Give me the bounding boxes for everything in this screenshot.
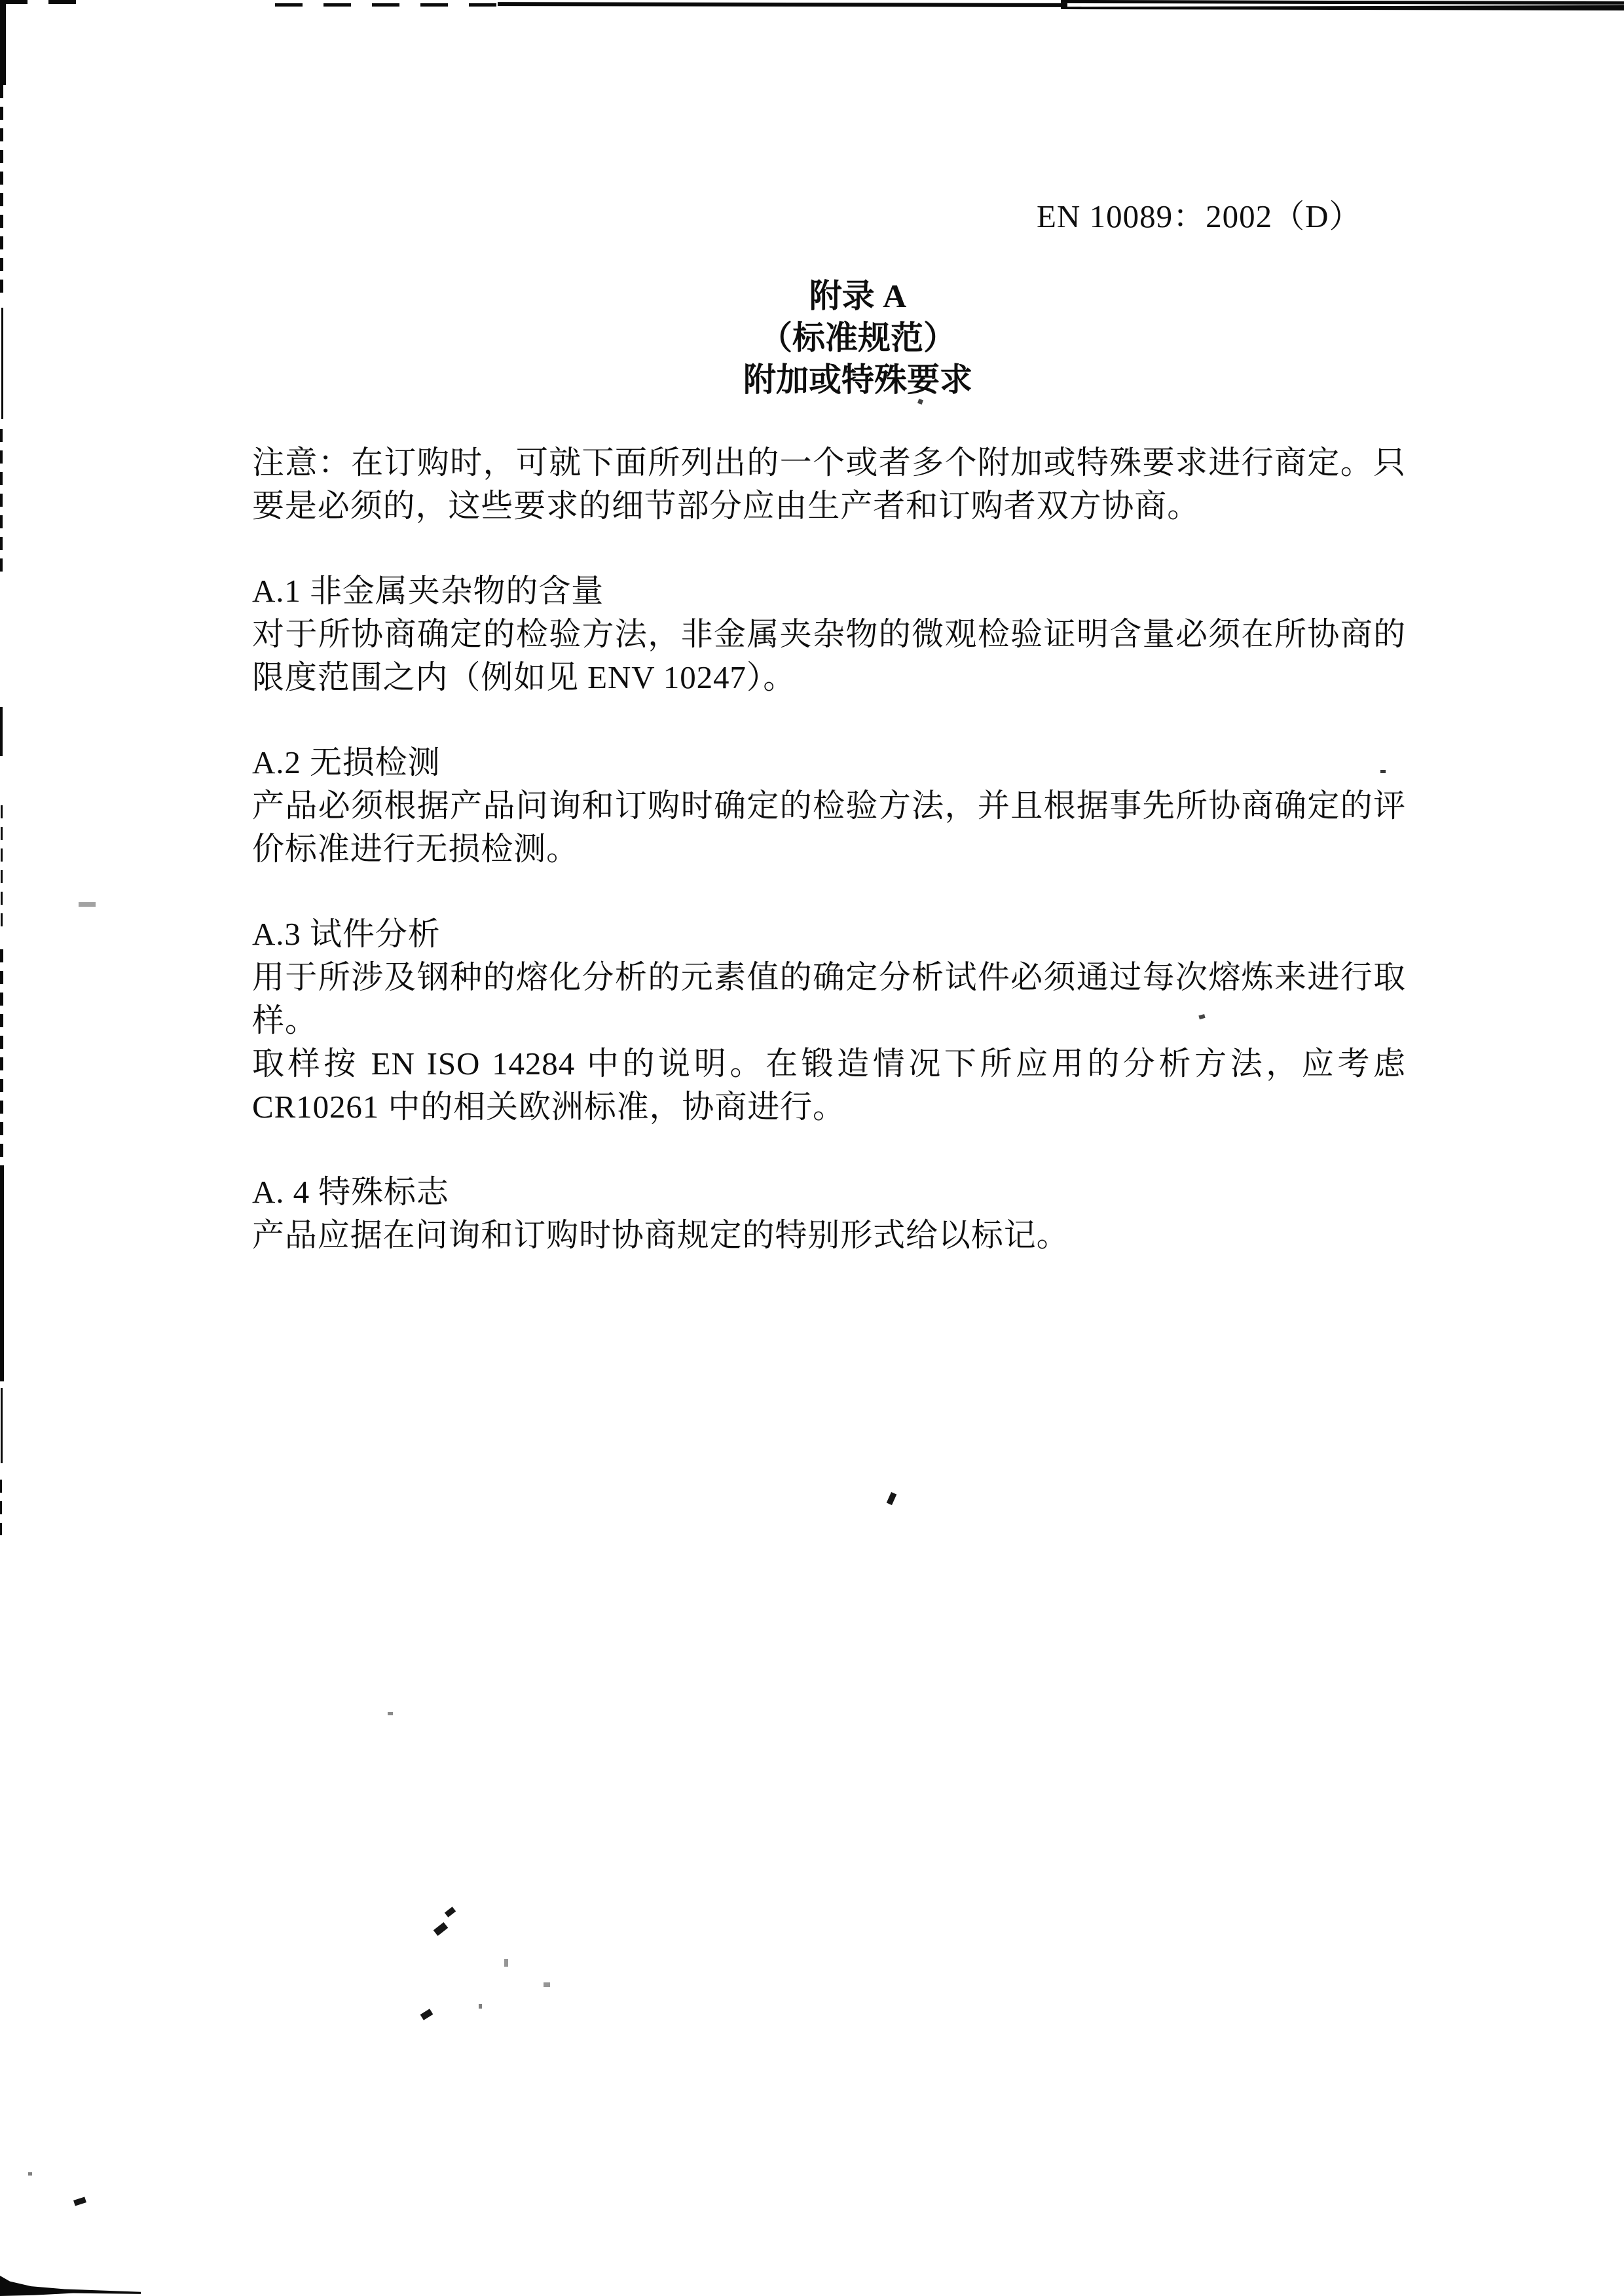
section-a4 — [252, 1171, 1406, 1257]
scan-artifact-left-edge — [0, 85, 3, 301]
section-a3-paragraph: 取样按 EN ISO 14284 中的说明。在锻造情况下所应用的分析方法，应考虑 CR10261 中的相关欧洲标准，协商进行。 — [252, 1046, 1406, 1125]
section-a2 — [252, 741, 1406, 871]
note-paragraph: 注意：在订购时，可就下面所列出的一个或者多个附加或特殊要求进行商定。只要是必须的，这些要求的细节部分应由生产者和订购者双方协商。 — [252, 445, 1406, 524]
scan-speck — [434, 1922, 449, 1936]
document-body — [252, 441, 1406, 1257]
annex-normative-label: （标准规范） — [760, 319, 956, 356]
scan-speck — [504, 1959, 508, 1967]
section-a3 — [252, 913, 1406, 1129]
scan-artifact-left-edge — [0, 429, 3, 579]
scan-speck — [73, 2196, 86, 2206]
scan-speck — [420, 2009, 434, 2020]
scan-speck — [388, 1712, 393, 1715]
scan-speck — [28, 2172, 32, 2176]
section-a2-heading: A.2 无损检测 — [252, 744, 441, 780]
scan-artifact-top-edge — [1061, 5, 1624, 10]
scan-artifact-top-edge — [498, 2, 1067, 7]
scan-speck — [887, 1492, 897, 1505]
scan-speck — [544, 1982, 550, 1987]
doc-number: EN 10089：2002（D） — [1037, 198, 1362, 234]
annex-requirements-title: 附加或特殊要求 — [743, 361, 972, 398]
scan-artifact-left-edge — [0, 949, 3, 1159]
section-a3-heading: A.3 试件分析 — [252, 916, 441, 952]
section-a1-heading: A.1 非金属夹杂物的含量 — [252, 573, 604, 609]
scan-speck — [79, 902, 96, 907]
section-a1-paragraph: 对于所协商确定的检验方法，非金属夹杂物的微观检验证明含量必须在所协商的限度范围之内（例如见 ENV 10247）。 — [252, 616, 1406, 695]
scan-artifact-left-edge — [1, 1388, 3, 1463]
scan-artifact-left-edge — [0, 1165, 4, 1381]
scan-speck — [445, 1906, 456, 1917]
scan-artifact-left-edge — [1, 805, 3, 926]
scan-artifact-left-edge — [0, 1480, 2, 1535]
scan-speck — [479, 2004, 482, 2009]
scan-artifact-top-edge — [1061, 0, 1624, 5]
scan-artifact-left-edge — [0, 707, 3, 756]
annex-title-block — [282, 275, 1434, 401]
section-a4-heading: A. 4 特殊标志 — [252, 1174, 449, 1210]
section-a3-paragraph: 用于所涉及钢种的熔化分析的元素值的确定分析试件必须通过每次熔炼来进行取样。 — [252, 959, 1406, 1038]
scan-artifact-left-edge — [1, 308, 3, 419]
scan-artifact-top-edge — [0, 0, 92, 4]
section-a1 — [252, 570, 1406, 699]
section-a2-paragraph: 产品必须根据产品问询和订购时确定的检验方法，并且根据事先所协商确定的评价标准进行无损检测。 — [252, 788, 1406, 867]
section-a4-paragraph: 产品应据在问询和订购时协商规定的特别形式给以标记。 — [252, 1217, 1069, 1253]
scan-artifact-top-edge — [275, 3, 501, 7]
scan-artifact-bottom-blob — [0, 2276, 141, 2296]
scan-artifact-left-edge — [0, 0, 6, 85]
annex-title: 附录 A — [809, 278, 907, 314]
